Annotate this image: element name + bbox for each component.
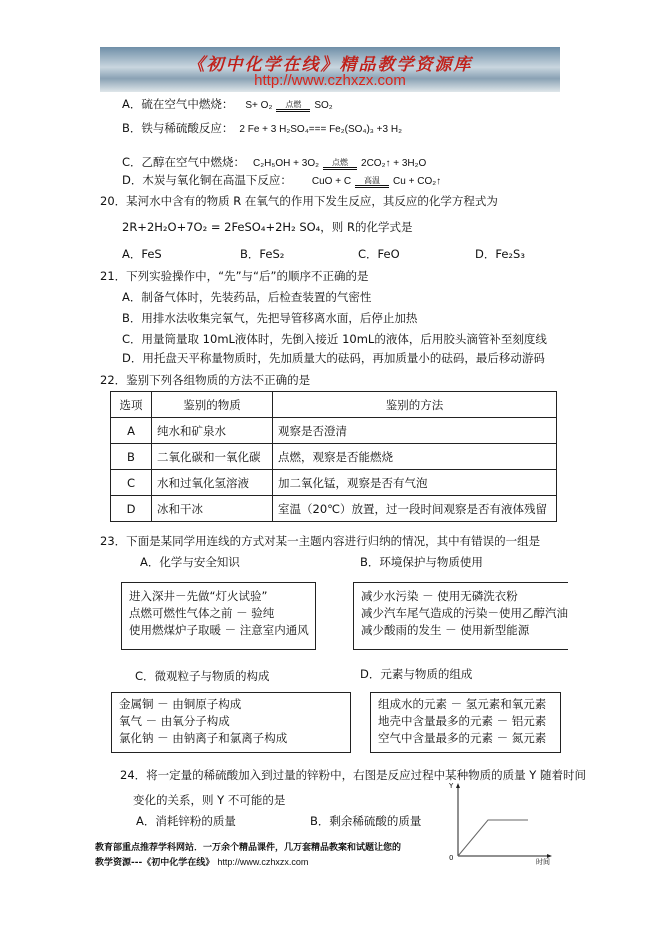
cell: 加二氧化锰，观察是否有气泡 (273, 470, 557, 496)
option-label: A．硫在空气中燃烧： (122, 97, 234, 111)
q21-option-a: A．制备气体时，先装药品，后检查装置的气密性 (122, 290, 372, 304)
banner-url[interactable]: http://www.czhxzx.com (254, 72, 406, 89)
box-line: 组成水的元素 － 氢元素和氧元素 (378, 697, 547, 711)
q23-stem: 23．下面是某同学用连线的方式对某一主题内容进行归纳的情况，其中有错误的一组是 (100, 534, 541, 548)
q24-stem: 24．将一定量的稀硫酸加入到过量的锌粉中，右图是反应过程中某种物质的质量 Y 随着时间 (120, 768, 586, 782)
q23-group-a-box (121, 582, 316, 650)
q23-group-b-box (353, 582, 568, 650)
cell: 水和过氧化氢溶液 (152, 470, 273, 496)
header-cell: 选项 (111, 392, 152, 418)
reaction-arrow (276, 100, 310, 112)
cell: 室温（20℃）放置，过一段时间观察是否有液体残留 (273, 496, 557, 522)
footer-line-2 (95, 855, 308, 868)
reaction-condition: 点燃 (285, 100, 302, 109)
box-line: 减少酸雨的发生 － 使用新型能源 (361, 623, 530, 637)
box-line: 使用燃煤炉子取暖 － 注意室内通风 (129, 623, 309, 637)
header-banner (100, 47, 560, 92)
q23-group-c-title: C．微观粒子与物质的构成 (135, 669, 270, 683)
q23-group-c-box (111, 692, 351, 753)
q20-stem: 20．某河水中含有的物质 R 在氧气的作用下发生反应，其反应的化学方程式为 (100, 194, 498, 208)
table-row (111, 444, 557, 470)
q22-stem: 22．鉴别下列各组物质的方法不正确的是 (100, 373, 311, 387)
q20-equation: 2R+2H₂O+7O₂ = 2FeSO₄+2H₂ SO₄，则 R的化学式是 (122, 220, 413, 234)
equation-right: SO₂ (314, 100, 333, 111)
reaction-arrow (323, 158, 357, 170)
equation-right: 2CO₂↑ + 3H₂O (361, 158, 427, 169)
cell: 观察是否澄清 (273, 418, 557, 444)
q20-option-a: A．FeS (122, 247, 162, 261)
q21-option-d: D．用托盘天平称量物质时，先加质量大的砝码，再加质量小的砝码，最后移动游码 (122, 351, 545, 365)
q24-option-b: B．剩余稀硫酸的质量 (310, 814, 422, 828)
option-label: C．乙醇在空气中燃烧： (122, 155, 246, 169)
q21-stem: 21．下列实验操作中，“先”与“后”的顺序不正确的是 (100, 269, 369, 283)
q19-option-a (122, 96, 333, 112)
footer-url[interactable]: http://www.czhxzx.com (217, 857, 309, 867)
cell: 冰和干冰 (152, 496, 273, 522)
reaction-condition: 高温 (364, 176, 381, 185)
box-line: 进入深井－先做“灯火试验” (129, 589, 268, 603)
equation-left: S+ O₂ (245, 100, 273, 111)
reaction-arrow (355, 176, 389, 188)
box-line: 减少汽车尾气造成的污染－使用乙醇汽油 (361, 606, 568, 620)
equation-right: Cu + CO₂↑ (393, 176, 442, 187)
table-row (111, 418, 557, 444)
q20-option-d: D．Fe₂S₃ (475, 247, 525, 261)
graph-axes (448, 782, 558, 864)
x-axis-label: 时间 (536, 858, 550, 866)
footer-line-1: 教育部重点推荐学科网站．一万余个精品课件，几万套精品教案和试题让您的 (95, 843, 402, 853)
q24-option-a: A．消耗锌粉的质量 (136, 814, 236, 828)
q24-graph (448, 782, 558, 864)
q21-option-b: B．用排水法收集完氧气，先把导管移离水面，后停止加热 (122, 311, 418, 325)
q22-table (110, 391, 557, 522)
q19-option-d (122, 172, 441, 188)
box-line: 氧气 － 由氧分子构成 (119, 714, 230, 728)
box-line: 地壳中含量最多的元素 － 铝元素 (378, 714, 547, 728)
option-label: D．木炭与氧化铜在高温下反应： (122, 173, 292, 187)
footer-text: 教学资源---《初中化学在线》 (95, 858, 215, 868)
cell: A (111, 418, 152, 444)
q20-option-c: C．FeO (358, 247, 400, 261)
origin-label: 0 (449, 854, 454, 862)
cell: 二氧化碳和一氧化碳 (152, 444, 273, 470)
header-cell: 鉴别的物质 (152, 392, 273, 418)
banner-title: 《初中化学在线》精品教学资源库 (187, 55, 473, 75)
q21-option-c: C．用量筒量取 10mL液体时，先倒入接近 10mL的液体，后用胶头滴管补至刻度线 (122, 332, 547, 346)
equation-left: CuO + C (311, 176, 352, 187)
option-label: B．铁与稀硫酸反应： (122, 121, 234, 135)
box-line: 氯化钠 － 由钠离子和氯离子构成 (119, 731, 288, 745)
box-line: 金属铜 － 由铜原子构成 (119, 697, 242, 711)
cell: 点燃，观察是否能燃烧 (273, 444, 557, 470)
table-row (111, 470, 557, 496)
equation-left: C₂H₅OH + 3O₂ (253, 158, 320, 169)
table-row (111, 496, 557, 522)
q20-option-b: B．FeS₂ (240, 247, 285, 261)
cell: B (111, 444, 152, 470)
box-line: 点燃可燃性气体之前 － 验纯 (129, 606, 275, 620)
box-line: 空气中含量最多的元素 － 氮元素 (378, 731, 547, 745)
reaction-condition: 点燃 (332, 158, 349, 167)
q19-option-c (122, 154, 426, 170)
cell: D (111, 496, 152, 522)
table-header-row (111, 392, 557, 418)
q23-group-b-title: B．环境保护与物质使用 (360, 555, 483, 569)
q24-stem-continued: 变化的关系，则 Y 不可能的是 (133, 793, 286, 807)
cell: C (111, 470, 152, 496)
q23-group-d-box (370, 692, 561, 753)
box-line: 减少水污染 － 使用无磷洗衣粉 (361, 589, 518, 603)
q19-option-b (122, 120, 402, 136)
cell: 纯水和矿泉水 (152, 418, 273, 444)
y-axis-label: Y (449, 782, 454, 790)
equation: 2 Fe + 3 H₂SO₄=== Fe₂(SO₄)₃ +3 H₂ (239, 124, 402, 135)
header-cell: 鉴别的方法 (273, 392, 557, 418)
q23-group-a-title: A．化学与安全知识 (140, 555, 240, 569)
q23-group-d-title: D．元素与物质的组成 (360, 667, 473, 681)
